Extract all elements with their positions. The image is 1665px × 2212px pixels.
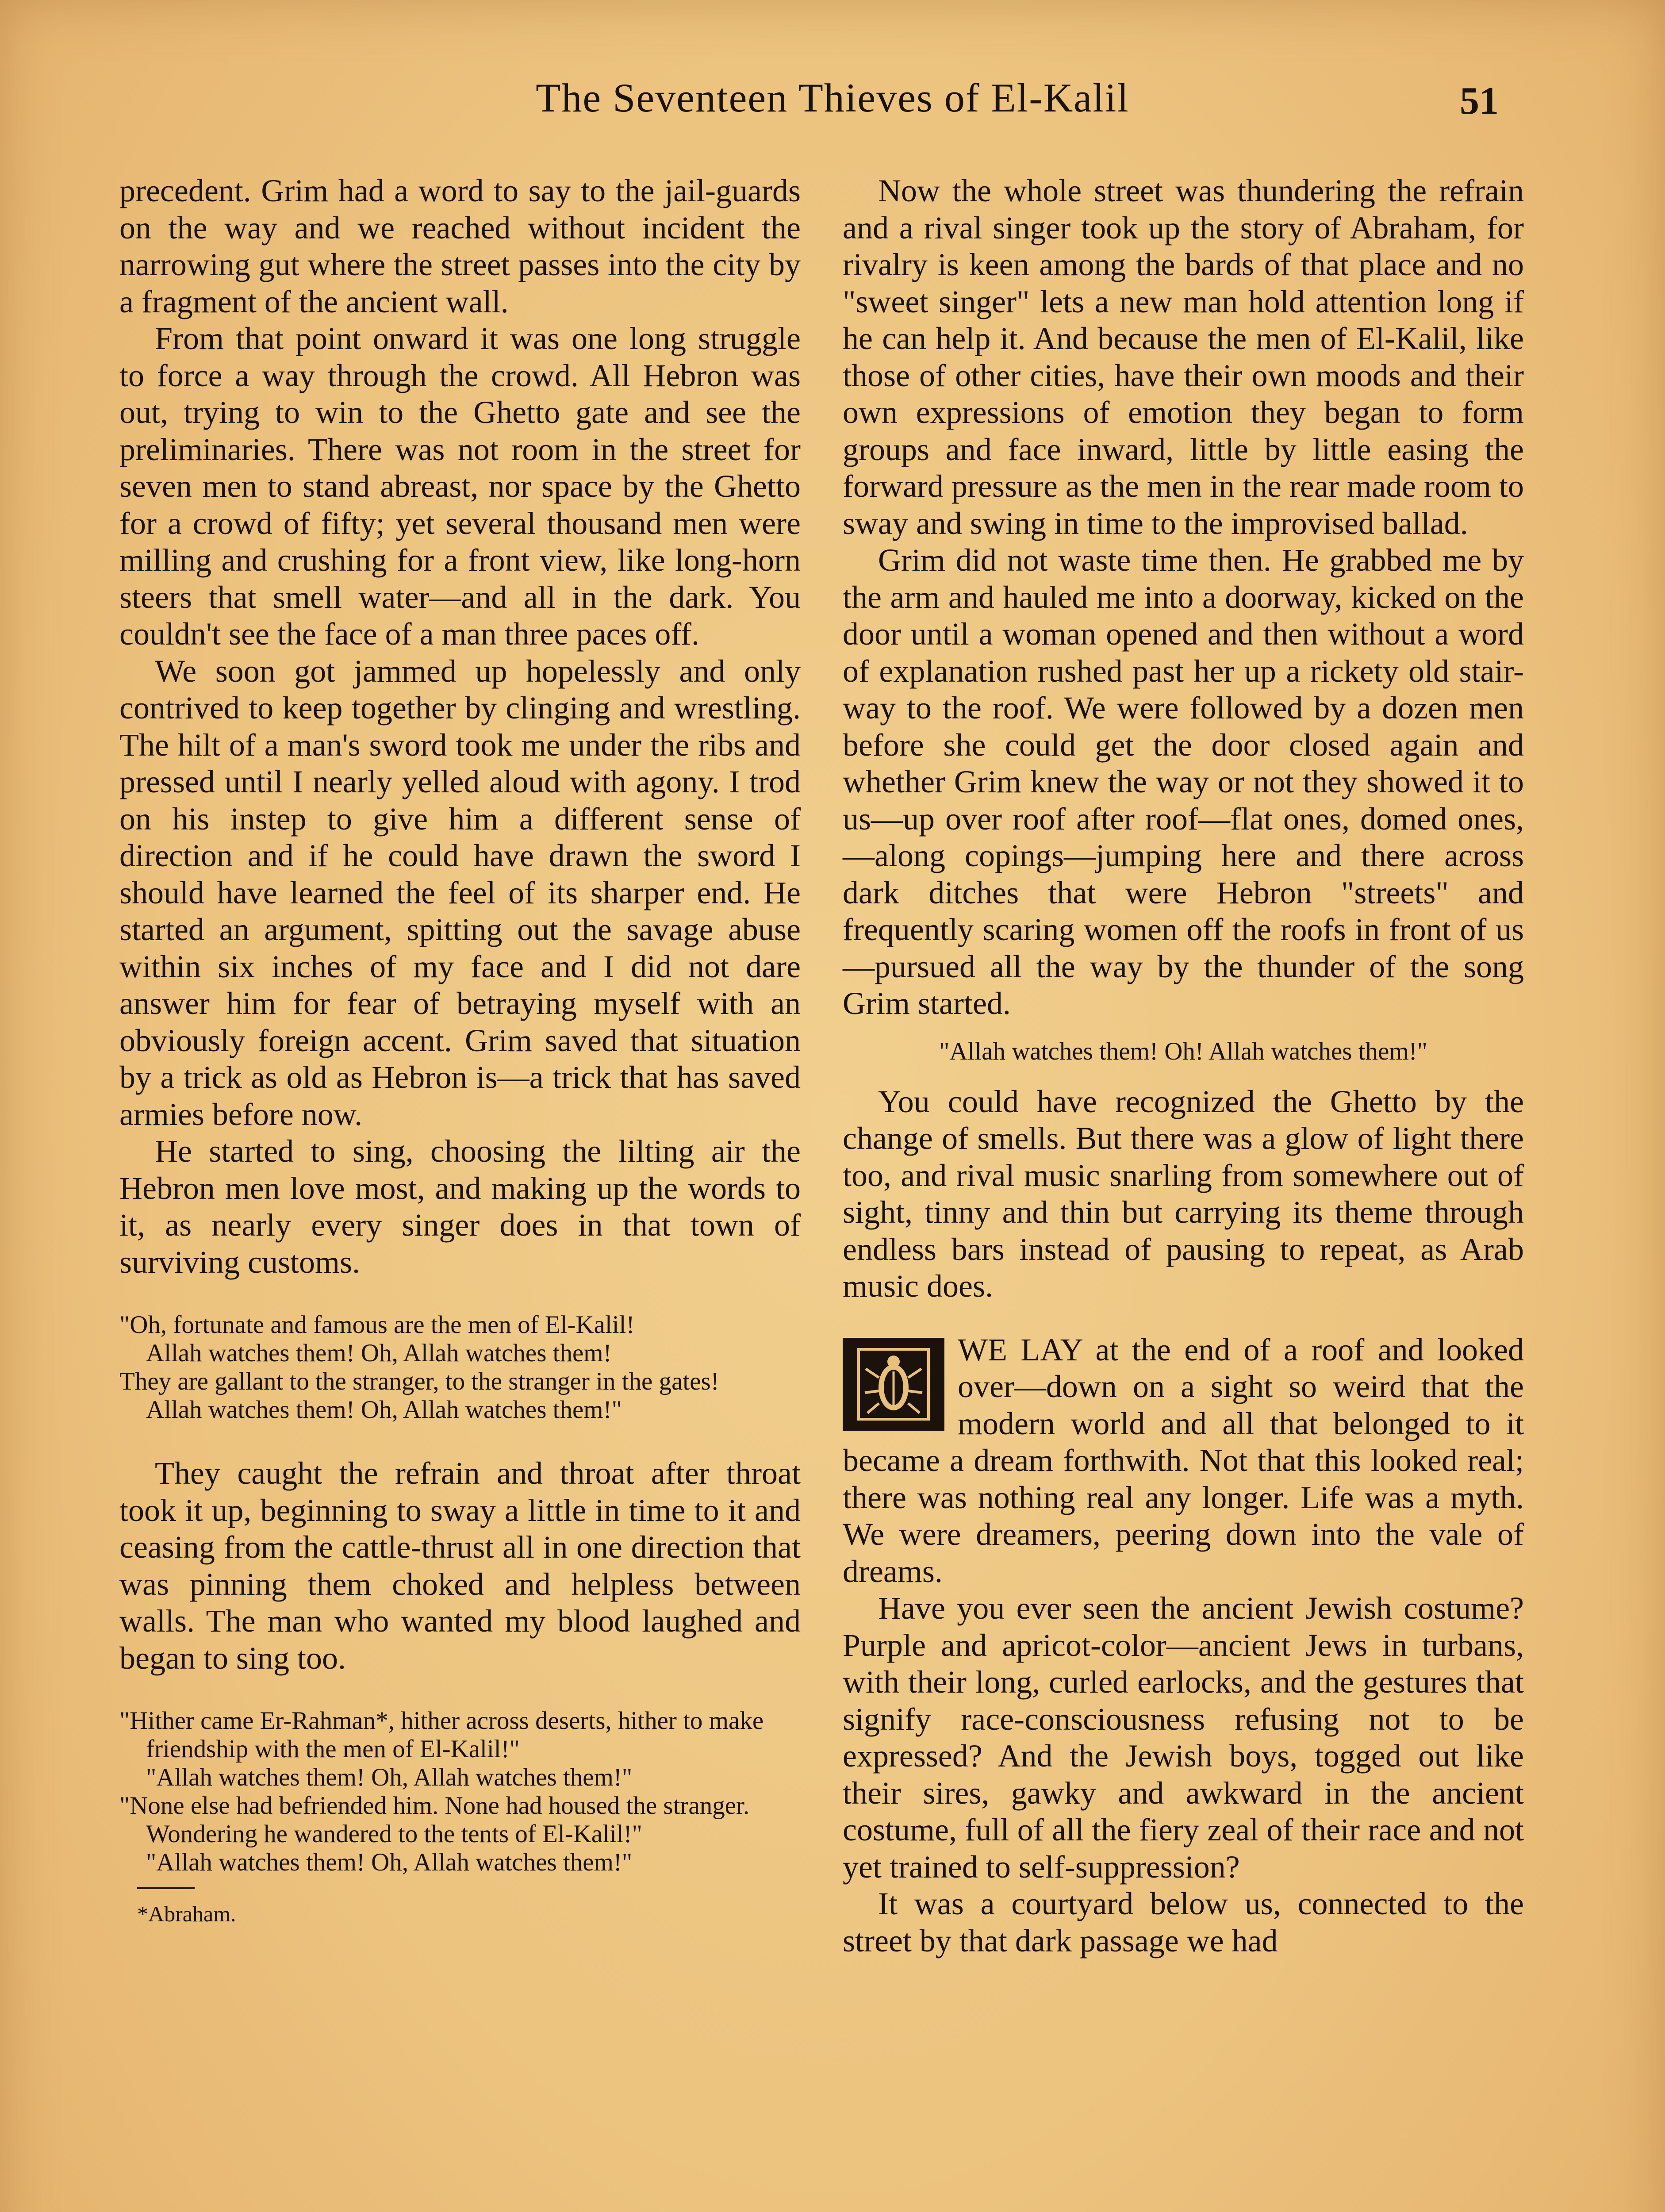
running-header-title: The Seventeen Thieves of El-Kalil [536, 75, 1129, 120]
paragraph: WE LAY at the end of a roof and looked over—down on a sight so weird that the modern world and all that belonged to it became a dream forthwith. Not that this looked real; there was nothing real any longer. Life was a myth. We were dreamers, peering down into the vale of dreams. [843, 1332, 1524, 1589]
section-start [843, 1332, 1524, 1590]
verse-line: "Oh, fortunate and famous are the men of El-Kalil! [119, 1311, 635, 1339]
paragraph: Grim did not waste time then. He grabbed me by the arm and hauled me into a doorway, kicked on the door until a woman opened and then without a word of explanation rushed past her up a rickety old stair-way to the roof. We were followed by a dozen men before she could get the door closed again and whether Grim knew the way or not they showed it to us—up over roof after roof—flat ones, domed ones, —along copings—jumping here and there across dark ditches that were Hebron "streets" and frequently scaring women off the roofs in front of us—pursued all the way by the thunder of the song Grim started. [843, 542, 1524, 1021]
footnote-divider [137, 1887, 195, 1889]
song-verse: "Allah watches them! Oh! Allah watches them!" [939, 1037, 1427, 1065]
paragraph: It was a courtyard below us, connected to the street by that dark passage we had [843, 1886, 1524, 1959]
scarab-ornament-icon [843, 1338, 944, 1431]
verse-line: Allah watches them! Oh, Allah watches them!" [146, 1396, 622, 1424]
scarab-ornament-glyph [856, 1347, 931, 1422]
paragraph: From that point onward it was one long struggle to force a way through the crowd. All Hebron was out, trying to win to the Ghetto gate and see the preliminaries. There was not room in the street for seven men to stand abreast, nor space by the Ghetto for a crowd of fifty; yet several thousand men were milling and crushing for a front view, like long-horn steers that smell water—and all in the dark. You couldn't see the face of a man three paces off. [119, 321, 801, 652]
footnote: *Abraham. [137, 1901, 236, 1926]
paragraph: You could have recognized the Ghetto by the change of smells. But there was a glow of light there too, and rival music snarling from somewhere out of sight, tinny and thin but carrying its theme through endless bars instead of pausing to repeat, as Arab music does. [843, 1083, 1524, 1304]
paragraph: He started to sing, choosing the lilting air the Hebron men love most, and making up the words to it, as nearly every singer does in that town of surviving customs. [119, 1133, 801, 1280]
paragraph: We soon got jammed up hopelessly and only contrived to keep together by clinging and wrestling. The hilt of a man's sword took me under the ribs and pressed until I nearly yelled aloud with agony. I trod on his instep to give him a different sense of direction and if he could have drawn the sword I should have learned the feel of its sharper end. He started an argument, spitting out the savage abuse within six inches of my face and I did not dare answer him for fear of betraying myself with an obviously foreign accent. Grim saved that situation by a trick as old as Hebron is—a trick that has saved armies before now. [119, 653, 801, 1132]
song-verse [119, 1707, 801, 1877]
paragraph: They caught the refrain and throat after throat took it up, beginning to sway a little in time to it and ceasing from the cattle-thrust all in one direction that was pinning them choked and helpless between walls. The man who wanted my blood laughed and began to sing too. [119, 1455, 801, 1676]
verse-line: "Hither came Er-Rahman*, hither across deserts, hither to make friendship with the men of El-Kalil!" [119, 1707, 764, 1763]
paragraph: Have you ever seen the ancient Jewish costume? Purple and apricot-color—ancient Jews in turbans, with their long, curled earlocks, and the gestures that signify race-consciousness refusing not to be expressed? And the Jewish boys, togged out like their sires, gawky and awkward in the ancient costume, full of all the fiery zeal of their race and not yet trained to self-suppression? [843, 1590, 1524, 1885]
paragraph: Now the whole street was thundering the refrain and a rival singer took up the story of Abraham, for rivalry is keen among the bards of that place and no "sweet singer" lets a new man hold attention long if he can help it. And because the men of El-Kalil, like those of other cities, have their own moods and their own expressions of emotion they began to form groups and face inward, little by little easing the forward pressure as the men in the rear made room to sway and swing in time to the improvised ballad. [843, 173, 1524, 541]
left-column [119, 173, 801, 1927]
page-number: 51 [1460, 80, 1499, 123]
paragraph: precedent. Grim had a word to say to the jail-guards on the way and we reached without incident the narrowing gut where the street passes into the city by a fragment of the ancient wall. [119, 173, 801, 319]
verse-line: "None else had befriended him. None had housed the stranger. Wondering he wandered to the tents of El-Kalil!" [119, 1792, 750, 1848]
song-verse [119, 1311, 801, 1424]
verse-line: They are gallant to the stranger, to the stranger in the gates! [119, 1367, 719, 1395]
right-column [843, 173, 1524, 1959]
verse-line: "Allah watches them! Oh, Allah watches them!" [146, 1848, 633, 1876]
verse-line: "Allah watches them! Oh, Allah watches them!" [146, 1763, 633, 1791]
verse-line: Allah watches them! Oh, Allah watches them! [146, 1339, 612, 1367]
